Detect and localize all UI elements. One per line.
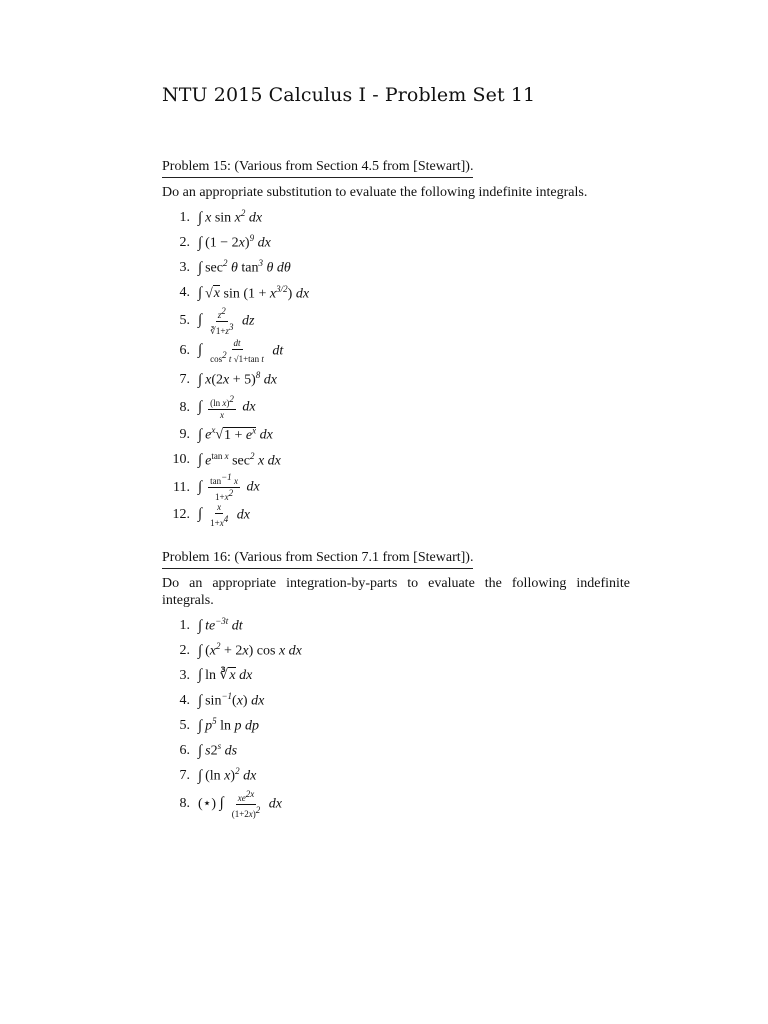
integral-expression: ∫ $\frac{\tan^{-1} x}{1+x^2}$ dx	[198, 472, 260, 502]
integral-expression: ∫ $\frac{dt}{\cos^2 t √1+\tan t}$ dt	[198, 337, 284, 364]
list-item: 5. ∫ $\frac{z^2}{∛1+z^3}$ dz	[179, 305, 255, 336]
integral-expression: ∫ $\frac{x}{1+x^4}$ dx	[198, 501, 250, 528]
list-item: 8. (⋆) ∫ $\frac{xe^{2x}}{(1+2x)^2}$ dx	[179, 788, 282, 819]
integral-expression: ∫ $e^x√1 + e^x$ dx	[198, 425, 273, 443]
problem-description: Do an appropriate integration-by-parts to evaluate the following indefinite integrals.	[162, 576, 630, 608]
list-item: 10. ∫ $e^{tan x}$ $\sec^2 x$ dx	[172, 450, 281, 469]
integral-expression: ∫ $\frac{z^2}{∛1+z^3}$ dz	[198, 305, 255, 336]
list-item: 2. ∫ $(x^2 + 2x)$ cos x dx	[179, 641, 302, 659]
list-item: 3. ∫ $\sec^2 \theta$ $\tan^3 \theta$ dθ	[179, 258, 291, 276]
problem-15	[162, 155, 630, 528]
integral-expression: ∫ $e^{tan x}$ $\sec^2 x$ dx	[198, 450, 281, 469]
integral-expression: ∫ $\sec^2 \theta$ $\tan^3 \theta$ dθ	[198, 258, 291, 276]
integral-expression: ∫ $\frac{(\ln x)^2}{x}$ dx	[198, 394, 256, 420]
integral-expression: (⋆) ∫ $\frac{xe^{2x}}{(1+2x)^2}$ dx	[198, 788, 282, 819]
list-item: 5. ∫ $p^5$ ln p dp	[179, 716, 259, 734]
list-item: 1. ∫ x $\sin x^2$ dx	[179, 208, 263, 226]
integral-expression: ∫ $(x^2 + 2x)$ cos x dx	[198, 641, 302, 659]
list-item: 6. ∫ s2$^s$ ds	[179, 741, 238, 759]
integral-expression: ∫ ln ∛x dx	[198, 667, 253, 683]
integral-list	[162, 613, 630, 820]
list-item: 1. ∫ $te^{-3t}$ dt	[179, 616, 243, 634]
integral-expression: ∫ $\sin^{-1}(x)$ dx	[198, 691, 265, 709]
integral-expression: ∫ s2$^s$ ds	[198, 741, 238, 759]
list-item: 8. ∫ $\frac{(\ln x)^2}{x}$ dx	[179, 394, 256, 420]
integral-expression: ∫ √x $\sin (1 + x^{3/2})$ dx	[198, 283, 310, 302]
problem-16	[162, 546, 630, 820]
integral-expression: ∫ (ln x)$^2$ dx	[198, 766, 257, 784]
list-item: 6. ∫ $\frac{dt}{\cos^2 t √1+\tan t}$ dt	[179, 337, 284, 364]
integral-expression: ∫ $p^5$ ln p dp	[198, 716, 259, 734]
problem-heading: Problem 16: (Various from Section 7.1 from [Stewart]).	[162, 550, 473, 569]
list-item: 4. ∫ √x $\sin (1 + x^{3/2})$ dx	[179, 283, 310, 302]
problem-heading: Problem 15: (Various from Section 4.5 from [Stewart]).	[162, 159, 473, 178]
integral-expression: ∫ $x(2x + 5)^8$ dx	[198, 370, 277, 388]
list-item: 7. ∫ (ln x)$^2$ dx	[179, 766, 257, 784]
integral-list	[162, 205, 630, 528]
list-item: 4. ∫ $\sin^{-1}(x)$ dx	[179, 691, 265, 709]
integral-expression: ∫ x $\sin x^2$ dx	[198, 208, 263, 226]
list-item: 11. ∫ $\frac{\tan^{-1} x}{1+x^2}$ dx	[173, 472, 260, 502]
list-item: 9. ∫ $e^x√1 + e^x$ dx	[179, 425, 273, 443]
integral-expression: ∫ $(1 - 2x)^9$ dx	[198, 233, 271, 251]
list-item: 2. ∫ $(1 - 2x)^9$ dx	[179, 233, 271, 251]
list-item: 7. ∫ $x(2x + 5)^8$ dx	[179, 370, 277, 388]
integral-expression: ∫ $te^{-3t}$ dt	[198, 616, 243, 634]
list-item: 12. ∫ $\frac{x}{1+x^4}$ dx	[172, 501, 250, 528]
problem-description: Do an appropriate substitution to evaluate the following indefinite integrals.	[162, 185, 588, 200]
page-title: NTU 2015 Calculus I - Problem Set 11	[162, 84, 536, 106]
list-item: 3. ∫ ln ∛x dx	[179, 667, 253, 683]
